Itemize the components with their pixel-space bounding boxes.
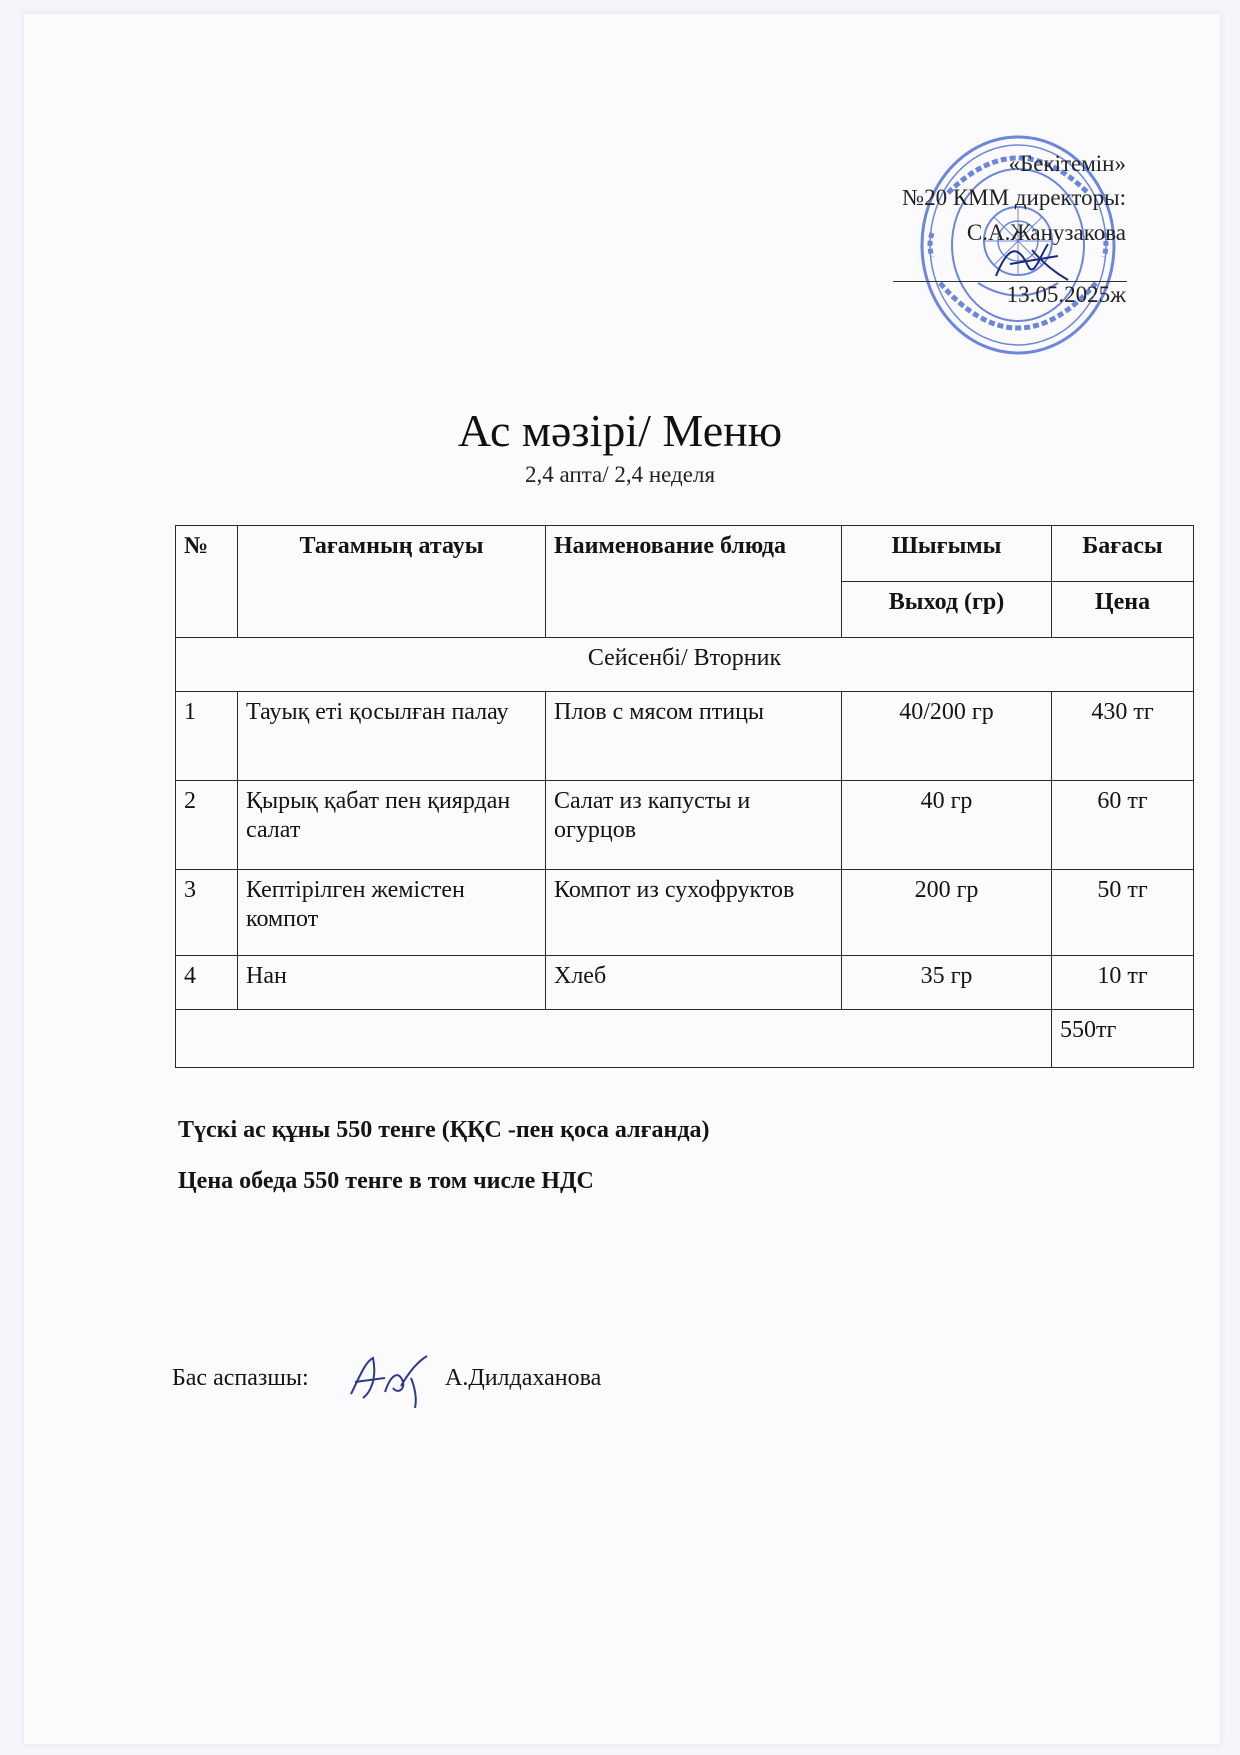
row-output: 40 гр [842, 781, 1052, 870]
row-name-kz: Тауық еті қосылған палау [238, 692, 546, 781]
row-name-kz: Кептірілген жемістен компот [238, 870, 546, 956]
row-output: 40/200 гр [842, 692, 1052, 781]
row-name-kz: Нан [238, 956, 546, 1010]
header-price-ru: Цена [1052, 582, 1194, 638]
row-output: 200 гр [842, 870, 1052, 956]
approval-title: «Бекітемін» [1008, 151, 1126, 176]
row-price: 430 тг [1052, 692, 1194, 781]
chef-label: Бас аспазшы: [172, 1365, 309, 1391]
header-output-ru: Выход (гр) [842, 582, 1052, 638]
table-row [176, 870, 1194, 956]
chef-name: А.Дилдаханова [445, 1365, 602, 1391]
row-output: 35 гр [842, 956, 1052, 1010]
approval-director-name: С.А.Жанузакова [966, 220, 1126, 245]
row-name-kz: Қырық қабат пен қиярдан салат [238, 781, 546, 870]
row-price: 10 тг [1052, 956, 1194, 1010]
page-title: Ас мәзірі/ Меню [457, 405, 783, 456]
row-name-ru: Хлеб [546, 956, 842, 1010]
table-row [176, 692, 1194, 781]
chef-signature [345, 1348, 435, 1410]
total-label-cell [176, 1010, 1052, 1068]
total-value: 550тг [1052, 1010, 1194, 1068]
row-name-ru: Плов с мясом птицы [546, 692, 842, 781]
director-signature [988, 236, 1074, 286]
table-row [176, 956, 1194, 1010]
header-output-kz: Шығымы [842, 526, 1052, 582]
total-row [176, 1010, 1194, 1068]
row-price: 50 тг [1052, 870, 1194, 956]
row-name-ru: Компот из сухофруктов [546, 870, 842, 956]
row-num: 2 [176, 781, 238, 870]
page-subtitle: 2,4 апта/ 2,4 неделя [524, 462, 716, 487]
day-label: Сейсенбі/ Вторник [176, 638, 1194, 692]
row-num: 4 [176, 956, 238, 1010]
row-name-ru: Салат из капусты и огурцов [546, 781, 842, 870]
header-name-ru: Наименование блюда [546, 526, 842, 638]
row-num: 1 [176, 692, 238, 781]
table-row [176, 781, 1194, 870]
day-row [176, 638, 1194, 692]
row-price: 60 тг [1052, 781, 1194, 870]
approval-block [0, 0, 1240, 340]
row-num: 3 [176, 870, 238, 956]
header-name-kz: Тағамның атауы [238, 526, 546, 638]
price-note-kz: Түскі ас құны 550 тенге (ҚҚС -пен қоса алғанда) [178, 1117, 710, 1143]
table-header-row [176, 526, 1194, 582]
approval-position: №20 КММ директоры: [902, 185, 1126, 210]
approval-date: 13.05.2025ж [1006, 282, 1126, 307]
menu-table [175, 525, 1194, 1068]
price-note-ru: Цена обеда 550 тенге в том числе НДС [178, 1168, 594, 1194]
header-num: № [176, 526, 238, 638]
header-price-kz: Бағасы [1052, 526, 1194, 582]
